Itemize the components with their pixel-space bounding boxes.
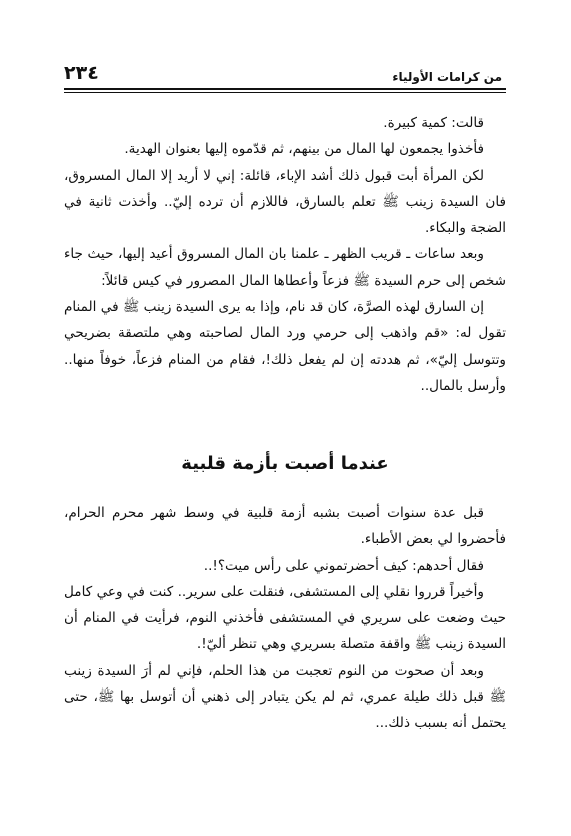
- paragraph: وبعد ساعات ـ قريب الظهر ـ علمنا بان المال المسروق أعيد إليها، حيث جاء شخص إلى حرم السيدة ﷺ فزعاً وأعطاها المال المصرور في كيس قائلاً:: [64, 246, 506, 289]
- paragraph: لكن المرأة أبت قبول ذلك أشد الإباء، قائلة: إني لا أريد إلا المال المسروق، فان السيدة زينب ﷺ تعلم بالسارق، فاللازم أن ترده إليّ.. وأخذت ثانية في الضجة والبكاء.: [64, 167, 506, 237]
- paragraph: قالت: كمية كبيرة.: [383, 115, 484, 131]
- section-heading: عندما أصبت بأزمة قلبية: [181, 453, 389, 474]
- paragraph: وبعد أن صحوت من النوم تعجبت من هذا الحلم، فإني لم أرَ السيدة زينب ﷺ قبل ذلك طيلة عمري، ثم لم يكن يتبادر إلى ذهني أن أتوسل بها ﷺ، حتى يحتمل أنه بسبب ذلك...: [64, 662, 506, 732]
- paragraph: فقال أحدهم: كيف أحضرتموني على رأس ميت؟!..: [203, 557, 484, 574]
- paragraph: قبل عدة سنوات أصبت بشبه أزمة قلبية في وسط شهر محرم الحرام، فأحضروا لي بعض الأطباء.: [64, 505, 506, 548]
- paragraph: فأخذوا يجمعون لها المال من بينهم، ثم قدّموه إليها بعنوان الهدية.: [124, 141, 484, 158]
- paragraph: وأخيراً قرروا نقلي إلى المستشفى، فنقلت على سرير.. كنت في وعي كامل حيث وضعت على سريري في المستشفى فأخذني النوم، فرأيت في المنام أن السيدة زينب ﷺ واقفة متصلة بسريري وهي تنظر أليّ!.: [64, 583, 506, 653]
- running-title: من كرامات الأولياء: [392, 70, 502, 84]
- page-number: ٢٣٤: [64, 62, 99, 84]
- page-header: [64, 54, 506, 84]
- header-rule: [64, 88, 506, 93]
- section-1-text: [64, 110, 506, 399]
- section-2-text: [64, 500, 506, 737]
- paragraph: إن السارق لهذه الصرَّة، كان قد نام، وإذا به يرى السيدة زينب ﷺ في المنام تقول له: «قم واذهب إلى حرمي ورد المال لصاحبته وهي ملتصقة بضريحي وتتوسل إليّ»، ثم هددته إن لم يفعل ذلك!، فقام من المنام فزعاً، خوفاً منها.. وأرسل بالمال..: [64, 299, 506, 394]
